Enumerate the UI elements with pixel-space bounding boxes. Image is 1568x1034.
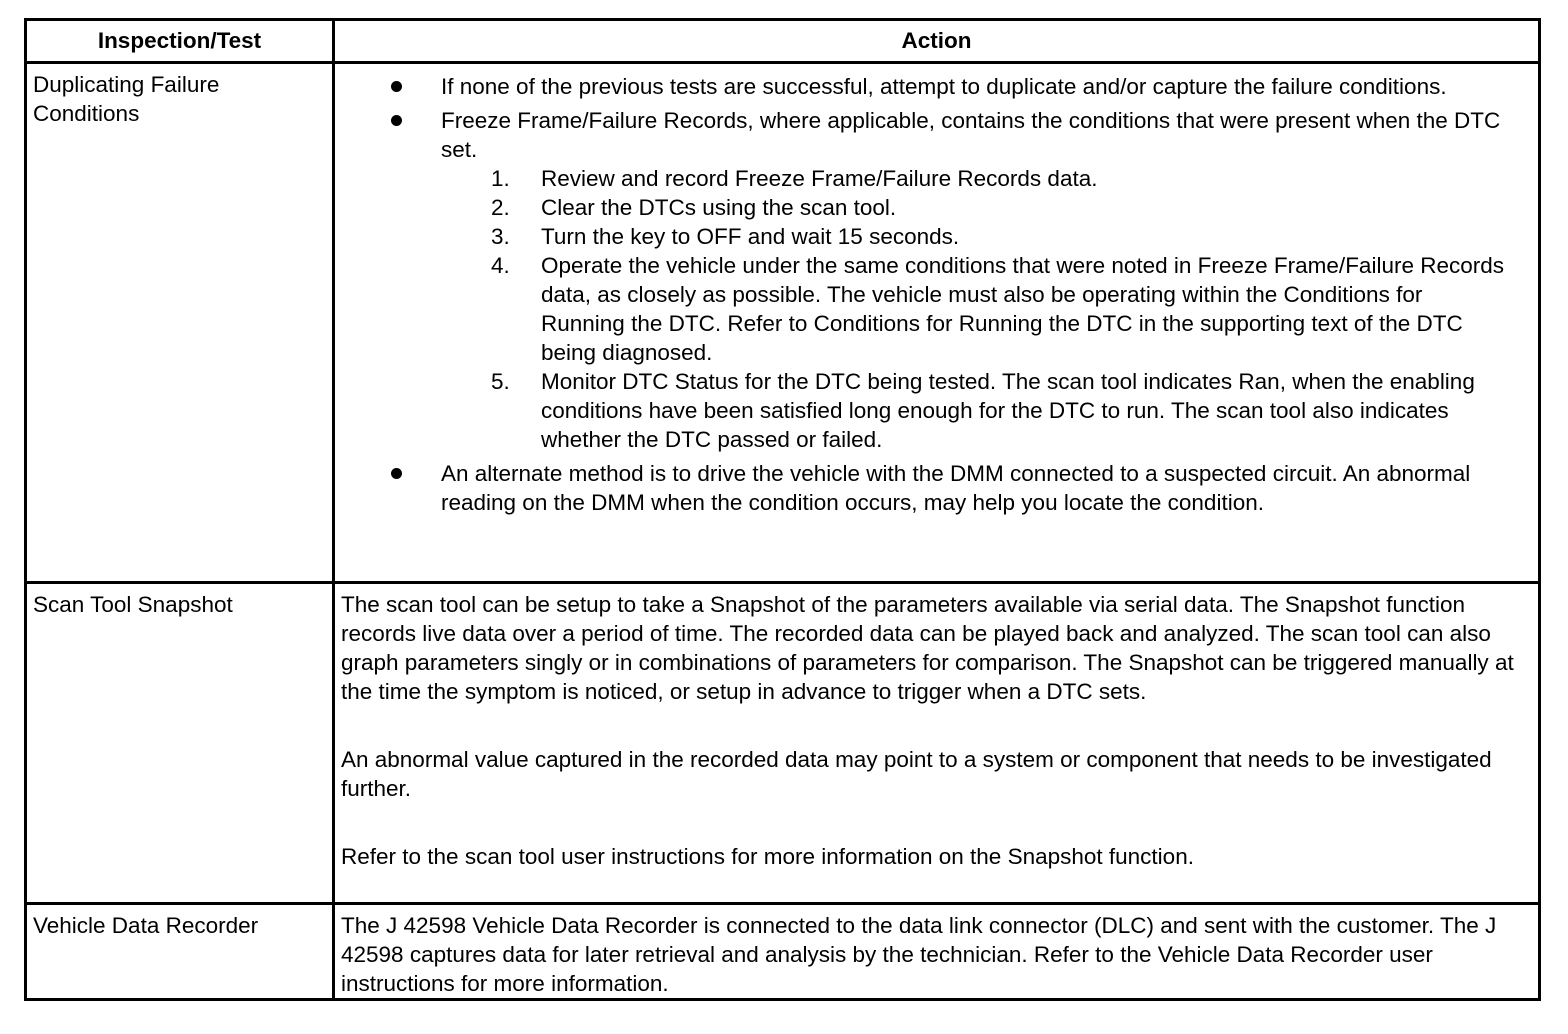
row-action-cell	[334, 63, 1540, 583]
step-number: 5.	[491, 369, 510, 394]
row-label-duplicating-failure-conditions: Duplicating Failure Conditions	[33, 72, 220, 126]
step-number: 3.	[491, 224, 510, 249]
bullet-dot-icon	[391, 468, 402, 479]
table-row	[26, 583, 1540, 904]
paragraph: An abnormal value captured in the recorded data may point to a system or component that needs to be investigated further.	[341, 747, 1492, 801]
bullet-dot-icon	[391, 81, 402, 92]
step-number: 1.	[491, 166, 510, 191]
bullet-text: Freeze Frame/Failure Records, where applicable, contains the conditions that were present when the DTC set.	[441, 108, 1501, 162]
step-item	[441, 193, 1524, 222]
inspection-action-table	[24, 18, 1541, 1001]
step-item	[441, 164, 1524, 193]
row-label-cell	[26, 583, 334, 904]
column-header-action: Action	[334, 20, 1540, 63]
step-text: Review and record Freeze Frame/Failure Records data.	[541, 166, 1098, 191]
step-text: Clear the DTCs using the scan tool.	[541, 195, 897, 220]
bullet-item	[335, 459, 1538, 517]
step-text: Monitor DTC Status for the DTC being tested. The scan tool indicates Ran, when the enabling conditions have been satisfied long enough for the DTC to run. The scan tool also indicates whether the DTC passed or failed.	[541, 369, 1475, 452]
step-text: Operate the vehicle under the same conditions that were noted in Freeze Frame/Failure Records data, as closely as possible. The vehicle must also be operating within the Conditions for Running the DTC. Refer to Conditions for Running the DTC in the supporting text of the DTC being diagnosed.	[541, 253, 1504, 365]
row-label-cell	[26, 63, 334, 583]
step-number: 2.	[491, 195, 510, 220]
step-text: Turn the key to OFF and wait 15 seconds.	[541, 224, 960, 249]
bullet-text: An alternate method is to drive the vehicle with the DMM connected to a suspected circuit. An abnormal reading on the DMM when the condition occurs, may help you locate the condition.	[441, 461, 1471, 515]
row-label-vehicle-data-recorder: Vehicle Data Recorder	[33, 913, 259, 938]
row-label-cell	[26, 904, 334, 1000]
step-number: 4.	[491, 253, 510, 278]
step-item	[441, 251, 1524, 367]
column-header-inspection-test: Inspection/Test	[26, 20, 334, 63]
row-action-cell	[334, 904, 1540, 1000]
step-item	[441, 367, 1524, 454]
table-row	[26, 904, 1540, 1000]
paragraph: Refer to the scan tool user instructions for more information on the Snapshot function.	[341, 844, 1194, 869]
paragraph: The scan tool can be setup to take a Snapshot of the parameters available via serial data. The Snapshot function records live data over a period of time. The recorded data can be played back and analyzed. The scan tool can also graph parameters singly or in combinations of parameters for comparison. The Snapshot can be triggered manually at the time the symptom is noticed, or setup in advance to trigger when a DTC sets.	[341, 592, 1514, 704]
paragraph: The J 42598 Vehicle Data Recorder is connected to the data link connector (DLC) and sent with the customer. The J 42598 captures data for later retrieval and analysis by the technician. Refer to the Vehicle Data Recorder user instructions for more information.	[341, 913, 1497, 996]
table-header-row	[26, 20, 1540, 63]
numbered-steps-list	[441, 164, 1524, 454]
row-action-cell	[334, 583, 1540, 904]
bullet-dot-icon	[391, 115, 402, 126]
bullet-item	[335, 106, 1538, 454]
table-row	[26, 63, 1540, 583]
bullet-text: If none of the previous tests are successful, attempt to duplicate and/or capture the failure conditions.	[441, 74, 1447, 99]
row-label-scan-tool-snapshot: Scan Tool Snapshot	[33, 592, 233, 617]
bullet-item	[335, 72, 1538, 101]
bullet-list	[335, 72, 1538, 517]
step-item	[441, 222, 1524, 251]
